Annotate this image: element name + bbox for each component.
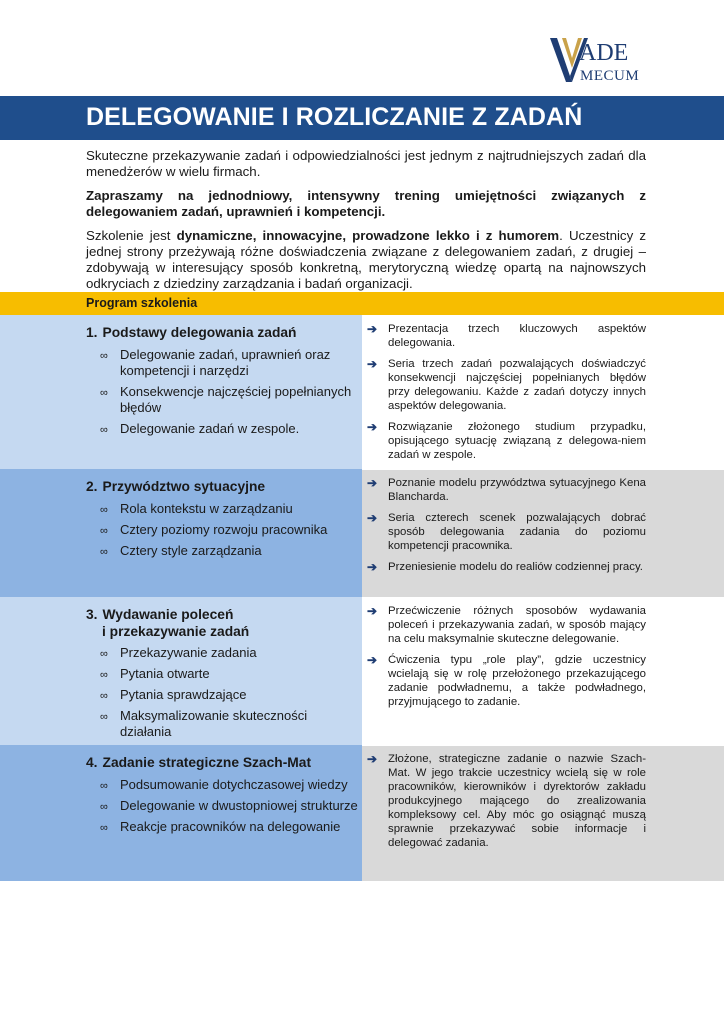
logo-top-text: ADE: [579, 40, 629, 66]
list-item: [100, 543, 358, 559]
module-4-title-text: Zadanie strategiczne Szach-Mat: [102, 755, 312, 770]
infinity-bullet-icon: ∞: [100, 546, 108, 558]
list-item: [364, 420, 646, 462]
module-2-number: 2.: [86, 479, 98, 494]
infinity-bullet-icon: ∞: [100, 690, 108, 702]
module-3-title: [86, 606, 356, 640]
topic-text: Maksymalizowanie skuteczności działania: [120, 708, 308, 739]
module-4-topics: [100, 777, 358, 840]
program-label: Program szkolenia: [86, 296, 198, 310]
arrow-right-icon: ➔: [367, 653, 378, 667]
list-item: [364, 511, 646, 553]
module-3-number: 3.: [86, 607, 98, 622]
module-3-points: [364, 604, 646, 716]
module-3-topics: [100, 645, 358, 745]
arrow-right-icon: ➔: [367, 752, 378, 766]
topic-text: Cztery style zarządzania: [120, 543, 262, 558]
module-1-number: 1.: [86, 325, 98, 340]
module-1-title: [86, 324, 356, 341]
list-item: [100, 819, 358, 835]
point-text: Rozwiązanie złożonego studium przypadku, opisującego sytuację związaną z delegowa-niem zadań w zespole.: [388, 421, 646, 461]
topic-text: Reakcje pracowników na delegowanie: [120, 819, 341, 834]
arrow-right-icon: ➔: [367, 420, 378, 434]
arrow-right-icon: ➔: [367, 511, 378, 525]
intro-paragraph-1: Skuteczne przekazywanie zadań i odpowiedzialności jest jednym z najtrudniejszych zadań dla menedżerów w wielu firmach.: [86, 148, 646, 179]
infinity-bullet-icon: ∞: [100, 525, 108, 537]
point-text: Ćwiczenia typu „role play”, gdzie uczestnicy wcielają się w rolę przełożonego przekazującego zadanie podwładnemu, a także podwładnego, przyjmującego to zadanie.: [388, 654, 646, 708]
point-text: Seria czterech scenek pozwalających dobrać sposób delegowania zadania do poziomu kompetencji pracownika.: [388, 512, 646, 552]
infinity-bullet-icon: ∞: [100, 669, 108, 681]
point-text: Poznanie modelu przywództwa sytuacyjnego Kena Blancharda.: [388, 477, 646, 503]
module-2-topics: [100, 501, 358, 564]
module-2-row: [0, 469, 724, 597]
topic-text: Cztery poziomy rozwoju pracownika: [120, 522, 328, 537]
topic-text: Przekazywanie zadania: [120, 645, 257, 660]
list-item: [100, 777, 358, 793]
module-2-points: [364, 476, 646, 581]
topic-text: Delegowanie zadań, uprawnień oraz kompetencji i narzędzi: [120, 347, 331, 378]
module-2-title: [86, 478, 356, 495]
module-1-points: [364, 322, 646, 469]
topic-text: Podsumowanie dotychczasowej wiedzy: [120, 777, 348, 792]
list-item: [364, 604, 646, 646]
program-band: [0, 292, 724, 315]
arrow-right-icon: ➔: [367, 322, 378, 336]
list-item: [364, 476, 646, 504]
topic-text: Delegowanie zadań w zespole.: [120, 421, 300, 436]
list-item: [100, 645, 358, 661]
point-text: Seria trzech zadań pozwalających doświadczyć konsekwencji najczęściej popełnianych błędów przy delegowaniu. Każde z zadań dotyczy innych aspektów delegowania.: [388, 358, 646, 412]
infinity-bullet-icon: ∞: [100, 504, 108, 516]
module-3-title-line-2: i przekazywanie zadań: [102, 624, 250, 639]
point-text: Przećwiczenie różnych sposobów wydawania poleceń i przekazywania zadań, w sposób mający na celu maksymalnie skuteczne delegowanie.: [388, 605, 646, 645]
topic-text: Konsekwencje najczęściej popełnianych błędów: [120, 384, 352, 415]
point-text: Przeniesienie modelu do realiów codziennej pracy.: [388, 561, 643, 573]
module-4-number: 4.: [86, 755, 98, 770]
arrow-right-icon: ➔: [367, 560, 378, 574]
infinity-bullet-icon: ∞: [100, 801, 108, 813]
infinity-bullet-icon: ∞: [100, 711, 108, 723]
point-text: Złożone, strategiczne zadanie o nazwie Szach-Mat. W jego trakcie uczestnicy wcielą się w role pracowników, kierowników i dyrektorów zakładu produkcyjnego mającego do zrealizowania kompleksowy cel. Aby móc go osiągnąć muszą sprawnie przekazywać sobie informacje i delegować zadania.: [388, 753, 646, 849]
arrow-right-icon: ➔: [367, 357, 378, 371]
list-item: [100, 798, 358, 814]
module-3-row: [0, 597, 724, 745]
page-title: DELEGOWANIE I ROZLICZANIE Z ZADAŃ: [86, 103, 583, 131]
title-band: [0, 96, 724, 140]
module-4-row: [0, 745, 724, 881]
intro-section: [86, 148, 646, 300]
intro-paragraph-3: [86, 228, 646, 292]
infinity-bullet-icon: ∞: [100, 424, 108, 436]
infinity-bullet-icon: ∞: [100, 648, 108, 660]
logo-bottom-text: MECUM: [580, 68, 640, 84]
intro-p3-end: . Uczestnicy z jednej strony przeżywają różne doświadczenia związane z delegowaniem zadań, z drugiej – zdobywają w interesujący sposób konkretną, merytoryczną wiedzę opartą na najnowszych odkryciach z dziedziny zarządzania i badań organizacji.: [86, 228, 646, 291]
list-item: [100, 687, 358, 703]
infinity-bullet-icon: ∞: [100, 350, 108, 362]
module-1-title-text: Podstawy delegowania zadań: [102, 325, 297, 340]
intro-p3-bold: dynamiczne, innowacyjne, prowadzone lekko i z humorem: [176, 228, 560, 243]
topic-text: Rola kontekstu w zarządzaniu: [120, 501, 293, 516]
infinity-bullet-icon: ∞: [100, 780, 108, 792]
list-item: [364, 560, 646, 574]
infinity-bullet-icon: ∞: [100, 387, 108, 399]
list-item: [100, 708, 358, 740]
list-item: [100, 666, 358, 682]
list-item: [100, 384, 358, 416]
module-4-title: [86, 754, 356, 771]
intro-p3-start: Szkolenie jest: [86, 228, 177, 243]
list-item: [364, 752, 646, 850]
infinity-bullet-icon: ∞: [100, 822, 108, 834]
vade-mecum-logo: [548, 32, 658, 90]
list-item: [100, 347, 358, 379]
list-item: [100, 522, 358, 538]
topic-text: Pytania sprawdzające: [120, 687, 247, 702]
logo-mark-icon: [548, 32, 658, 90]
module-2-title-text: Przywództwo sytuacyjne: [102, 479, 266, 494]
intro-paragraph-2: Zapraszamy na jednodniowy, intensywny trening umiejętności związanych z delegowaniem zadań, uprawnień i kompetencji.: [86, 188, 646, 219]
module-3-title-text-1: Wydawanie poleceń: [102, 607, 234, 622]
arrow-right-icon: ➔: [367, 476, 378, 490]
module-1-row: [0, 315, 724, 469]
list-item: [100, 501, 358, 517]
list-item: [364, 653, 646, 709]
list-item: [100, 421, 358, 437]
list-item: [364, 322, 646, 350]
topic-text: Delegowanie w dwustopniowej strukturze: [120, 798, 358, 813]
module-3-title-line-1: [86, 606, 356, 623]
arrow-right-icon: ➔: [367, 604, 378, 618]
topic-text: Pytania otwarte: [120, 666, 210, 681]
list-item: [364, 357, 646, 413]
module-1-topics: [100, 347, 358, 442]
module-4-points: [364, 752, 646, 857]
point-text: Prezentacja trzech kluczowych aspektów delegowania.: [388, 323, 646, 349]
